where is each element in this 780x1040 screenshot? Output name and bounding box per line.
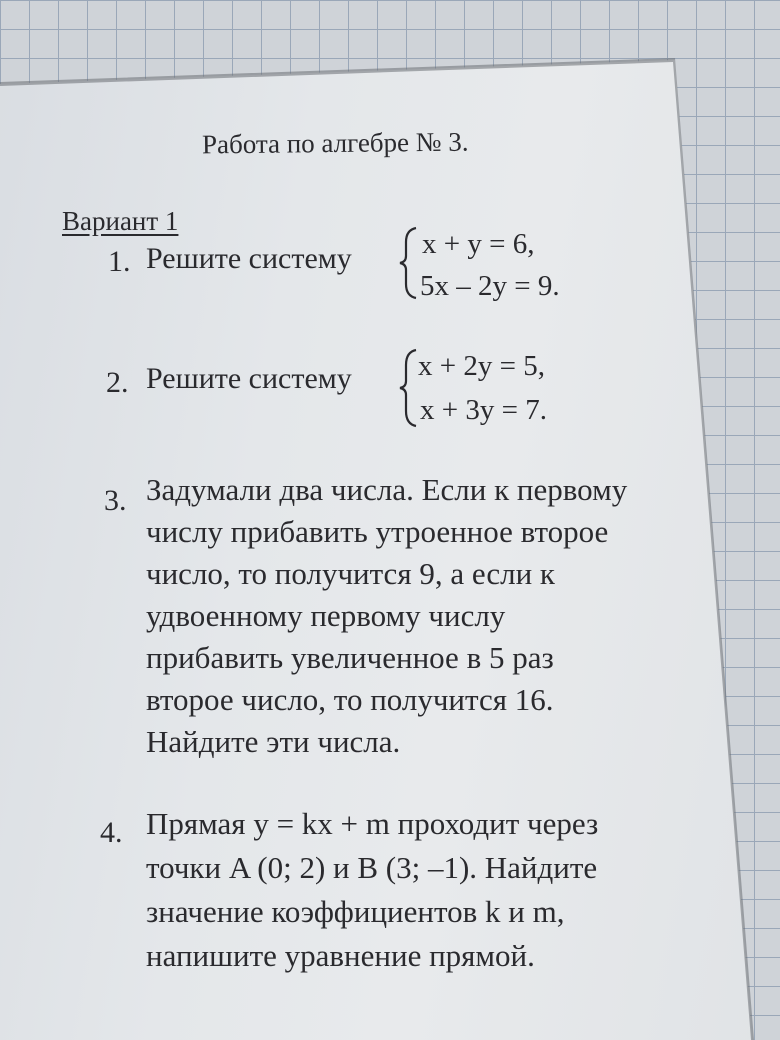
problem-3-line: число, то получится 9, а если к bbox=[146, 556, 555, 591]
problem-2-equation-2: x + 3y = 7. bbox=[420, 394, 547, 426]
left-brace-icon bbox=[396, 226, 422, 300]
problem-4-line: напишите уравнение прямой. bbox=[146, 938, 535, 973]
problem-3-line: Задумали два числа. Если к первому bbox=[146, 472, 628, 507]
problem-1-number: 1. bbox=[108, 245, 131, 278]
problem-2-equation-1: x + 2y = 5, bbox=[418, 350, 545, 382]
problem-2-number: 2. bbox=[106, 366, 129, 399]
problem-1-equation-2: 5x – 2y = 9. bbox=[420, 270, 560, 302]
worksheet-title: Работа по алгебре № 3. bbox=[201, 126, 469, 160]
problem-3-line: второе число, то получится 16. bbox=[146, 682, 554, 717]
problem-4-line: значение коэффициентов k и m, bbox=[146, 894, 565, 929]
problem-2-text: Решите систему bbox=[146, 362, 352, 395]
problem-3-line: прибавить увеличенное в 5 раз bbox=[146, 640, 554, 675]
problem-3-line: числу прибавить утроенное второе bbox=[146, 514, 609, 549]
problem-4-line: точки A (0; 2) и B (3; –1). Найдите bbox=[146, 850, 598, 885]
problem-1-equation-1: x + y = 6, bbox=[422, 228, 535, 260]
problem-3-line: Найдите эти числа. bbox=[146, 724, 401, 759]
problem-3-number: 3. bbox=[104, 484, 127, 517]
variant-label: Вариант 1 bbox=[62, 206, 179, 236]
problem-4-number: 4. bbox=[100, 816, 123, 849]
problem-4-line: Прямая y = kx + m проходит через bbox=[146, 806, 599, 841]
problem-1-text: Решите систему bbox=[146, 242, 352, 275]
problem-3-line: удвоенному первому числу bbox=[146, 598, 506, 633]
